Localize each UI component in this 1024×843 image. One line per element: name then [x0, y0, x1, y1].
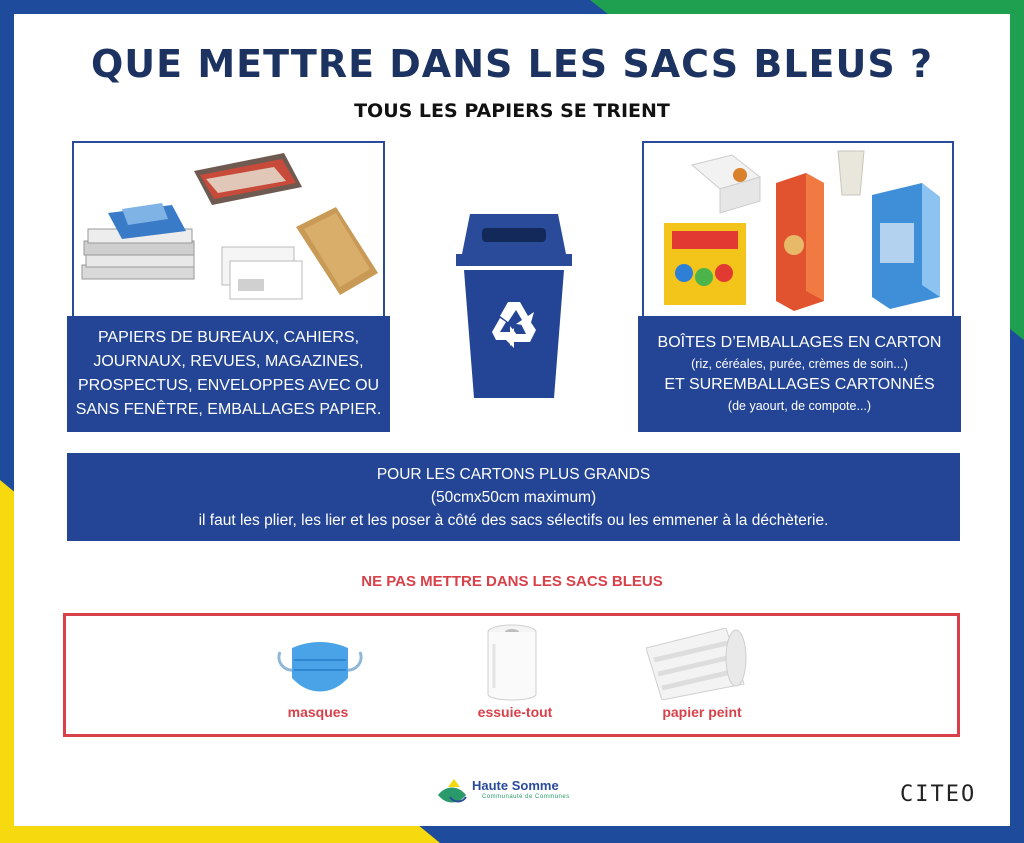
mask-icon	[276, 638, 364, 700]
warning-item-paper-towel: essuie-tout	[477, 704, 553, 720]
haute-somme-logo-subtext: Communauté de Communes	[482, 794, 570, 800]
wallpaper-roll-icon	[646, 628, 750, 700]
papers-stack-icon	[74, 143, 383, 313]
papers-description-box	[67, 316, 390, 432]
cardboard-description-box	[638, 316, 961, 432]
cardboard-line-1: BOÎTES D’EMBALLAGES EN CARTON	[657, 334, 942, 351]
page-subtitle: TOUS LES PAPIERS SE TRIENT	[354, 100, 670, 122]
cardboard-boxes-icon	[644, 143, 952, 313]
cardboard-line-2: (riz, céréales, purée, crèmes de soin...)	[691, 357, 908, 371]
large-cardboard-line-3: il faut les plier, les lier et les poser à côté des sacs sélectifs ou les emmener à la déchèterie.	[198, 511, 829, 529]
papers-description-text: PAPIERS DE BUREAUX, CAHIERS, JOURNAUX, REVUES, MAGAZINES, PROSPECTUS, ENVELOPPES AVEC OU SANS FENÊTRE, EMBALLAGES PAPIER.	[75, 329, 382, 418]
haute-somme-logo-text: Haute Somme	[472, 778, 559, 793]
page-title: QUE METTRE DANS LES SACS BLEUS ?	[90, 42, 933, 86]
citeo-logo: CITEO	[900, 782, 977, 807]
recycling-bin-icon	[456, 214, 572, 398]
large-cardboard-box	[67, 453, 960, 541]
cardboard-line-3: ET SUREMBALLAGES CARTONNÉS	[664, 376, 935, 393]
warning-item-wallpaper: papier peint	[662, 704, 742, 720]
paper-towel-icon	[486, 624, 538, 702]
cardboard-line-4: (de yaourt, de compote...)	[727, 399, 872, 413]
warning-title: NE PAS METTRE DANS LES SACS BLEUS	[361, 573, 663, 590]
large-cardboard-line-1: POUR LES CARTONS PLUS GRANDS	[376, 465, 651, 483]
warning-item-masks: masques	[287, 704, 349, 720]
large-cardboard-line-2: (50cmx50cm maximum)	[430, 488, 597, 506]
